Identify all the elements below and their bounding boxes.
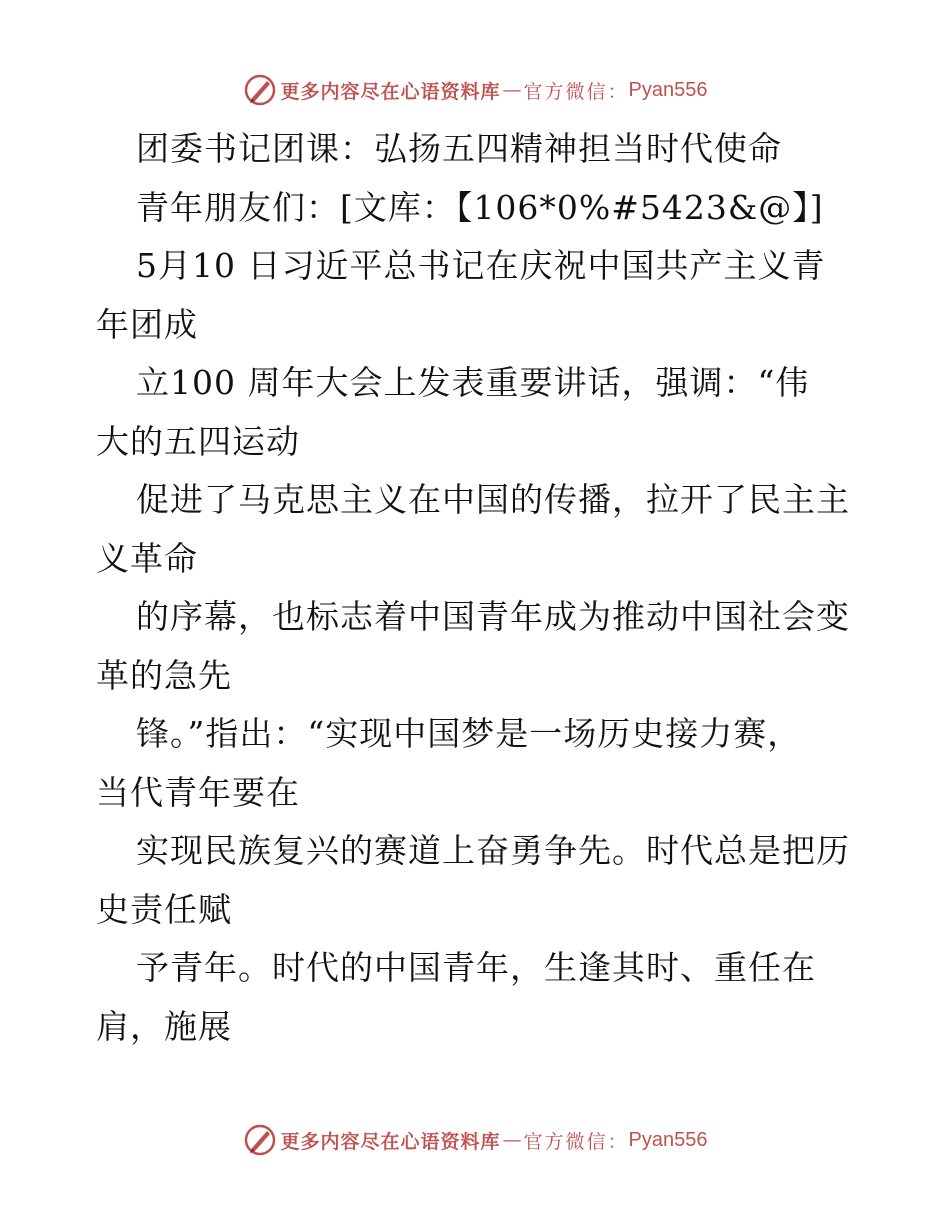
- banner-separator: —: [502, 79, 522, 101]
- footer-banner: [0, 1120, 950, 1160]
- banner-wechat-id: Pyan556: [628, 1128, 708, 1151]
- text-line: 青年朋友们：[文库：【106*0%#5423&@】]: [136, 187, 824, 227]
- text-line: 锋。”指出：“实现中国梦是一场历史接力赛，: [136, 714, 802, 753]
- text-line: 革的急先: [96, 655, 232, 695]
- banner-brand: 更多内容尽在心语资料库: [280, 1130, 501, 1153]
- text-line: 肩，施展: [96, 1006, 232, 1046]
- text-line: 当代青年要在: [96, 772, 300, 812]
- text-line: 5月10 日习近平总书记在庆祝中国共产主义青: [136, 246, 826, 285]
- text-line: 促进了马克思主义在中国的传播，拉开了民主主: [136, 480, 850, 519]
- text-line: 立100 周年大会上发表重要讲话，强调：“伟: [136, 363, 810, 402]
- pen-logo-icon: [243, 73, 277, 107]
- banner-official-label: 官方微信：: [523, 1130, 629, 1153]
- header-banner: [0, 70, 950, 110]
- text-line: 的序幕，也标志着中国青年成为推动中国社会变: [136, 597, 850, 636]
- banner-wechat-id: Pyan556: [628, 78, 708, 101]
- text-line: 年团成: [96, 304, 198, 344]
- document-body: [96, 120, 876, 1056]
- banner-official-label: 官方微信：: [523, 80, 629, 103]
- text-line: 予青年。时代的中国青年，生逢其时、重任在: [136, 948, 816, 987]
- text-line: 义革命: [96, 538, 198, 578]
- text-line: 大的五四运动: [96, 421, 300, 461]
- text-line: 团委书记团课：弘扬五四精神担当时代使命: [136, 129, 782, 168]
- banner-brand: 更多内容尽在心语资料库: [280, 80, 501, 103]
- pen-logo-icon: [243, 1123, 277, 1157]
- banner-separator: —: [502, 1129, 522, 1151]
- text-line: 史责任赋: [96, 889, 232, 929]
- text-line: 实现民族复兴的赛道上奋勇争先。时代总是把历: [136, 831, 850, 870]
